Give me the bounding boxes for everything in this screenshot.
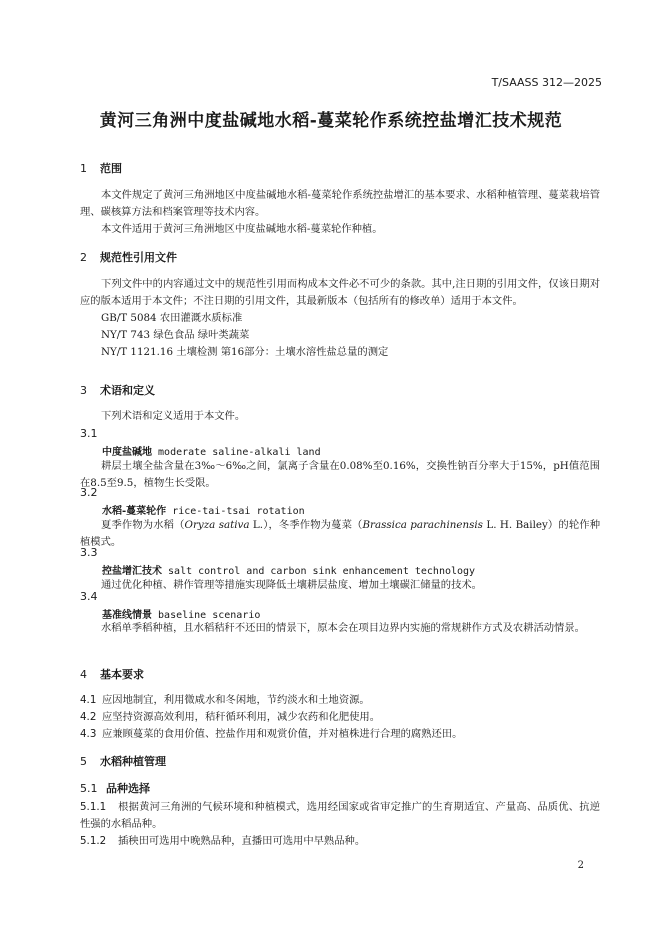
term-heading — [102, 502, 305, 517]
subsection-title: 品种选择 — [106, 782, 150, 795]
clause-number: 5.1.2 — [80, 835, 107, 847]
section-5-heading — [80, 753, 166, 769]
section-title: 水稻种植管理 — [100, 755, 166, 768]
term-heading — [102, 606, 260, 621]
term-cn: 水稻-蔓菜轮作 — [102, 506, 167, 517]
term-en: baseline scenario — [158, 610, 261, 621]
section-number: 3 — [80, 384, 87, 397]
document-code: T/SAASS 312—2025 — [491, 76, 602, 89]
clause-number: 5.1.1 — [80, 801, 107, 813]
term-cn: 控盐增汇技术 — [102, 566, 162, 577]
paragraph: 下列术语和定义适用于本文件。 — [101, 410, 246, 422]
definition-part: L.），冬季作物为蔓菜（ — [249, 519, 363, 531]
term-cn: 中度盐碱地 — [102, 447, 152, 458]
paragraph: 本文件规定了黄河三角洲地区中度盐碱地水稻-蔓菜轮作系统控盐增汇的基本要求、水稻种植管理、蔓菜栽培管理、碳核算方法和档案管理等技术内容。 — [80, 189, 600, 218]
section-number: 2 — [80, 251, 87, 264]
reference-item: NY/T 743 绿色食品 绿叶类蔬菜 — [101, 329, 250, 341]
subsection-number: 5.1 — [80, 782, 98, 795]
subsection-5-1-heading — [80, 780, 150, 796]
section-2-heading — [80, 249, 177, 265]
term-number: 3.3 — [80, 546, 98, 559]
definition-part: 夏季作物为水稻（ — [101, 519, 185, 531]
definition-text: 通过优化种植、耕作管理等措施实现降低土壤耕层盐度、增加土壤碳汇储量的技术。 — [101, 579, 482, 591]
section-number: 5 — [80, 755, 87, 768]
subsection-5-1-body — [80, 799, 600, 850]
section-title: 范围 — [100, 162, 122, 175]
term-heading — [102, 562, 475, 577]
document-title: 黄河三角洲中度盐碱地水稻-蔓菜轮作系统控盐增汇技术规范 — [99, 111, 563, 131]
term-number: 3.1 — [80, 427, 98, 440]
section-3-heading — [80, 382, 155, 398]
term-definition — [80, 577, 600, 594]
section-title: 术语和定义 — [100, 384, 155, 397]
definition-text — [80, 517, 600, 551]
section-number: 4 — [80, 668, 87, 681]
term-en: rice-tai-tsai rotation — [172, 506, 305, 517]
reference-item: NY/T 1121.16 土壤检测 第16部分：土壤水溶性盐总量的测定 — [101, 346, 389, 358]
definition-part: L. H. Bailey）的轮作种植模式。 — [80, 519, 600, 548]
definition-text: 耕层土壤全盐含量在3‰～6‰之间，氯离子含量在0.08%至0.16%，交换性钠百分率大于15%，pH值范围在8.5至9.5，植物生长受限。 — [80, 460, 600, 489]
section-4-heading — [80, 666, 144, 682]
term-definition — [80, 458, 600, 492]
definition-text: 水稻单季稻种植，且水稻秸秆不还田的情景下，原本会在项目边界内实施的常规耕作方式及农耕活动情景。 — [101, 622, 585, 634]
term-heading — [102, 443, 321, 458]
term-definition — [80, 517, 600, 551]
paragraph: 下列文件中的内容通过文中的规范性引用而构成本文件必不可少的条款。其中,注日期的引用文件，仅该日期对应的版本适用于本文件；不注日期的引用文件，其最新版本（包括所有的修改单）适用于本文件。 — [80, 278, 600, 307]
term-number: 3.2 — [80, 486, 98, 499]
clause — [80, 799, 600, 833]
section-number: 1 — [80, 162, 87, 175]
term-en: salt control and carbon sink enhancement technology — [168, 566, 476, 577]
list-item — [80, 692, 600, 709]
latin-name: Oryza sativa — [184, 519, 250, 531]
item-text: 应兼顾蔓菜的食用价值、控盐作用和观赏价值，并对植株进行合理的腐熟还田。 — [102, 728, 463, 740]
list-item — [80, 726, 600, 743]
section-4-body — [80, 692, 600, 743]
clause-text: 插秧田可选用中晚熟品种，直播田可选用中早熟品种。 — [118, 835, 366, 847]
term-number: 3.4 — [80, 590, 98, 603]
clause — [80, 833, 600, 850]
list-item — [80, 709, 600, 726]
section-3-intro — [80, 408, 600, 425]
section-title: 基本要求 — [100, 668, 144, 681]
section-1-body — [80, 187, 600, 238]
item-number: 4.1 — [80, 694, 97, 706]
term-cn: 基准线情景 — [102, 610, 152, 621]
section-title: 规范性引用文件 — [100, 251, 177, 264]
item-text: 应坚持资源高效利用，秸秆循环利用，减少农药和化肥使用。 — [102, 711, 381, 723]
item-number: 4.3 — [80, 728, 97, 740]
term-en: moderate saline-alkali land — [158, 447, 321, 458]
section-2-body — [80, 276, 600, 361]
section-1-heading — [80, 160, 122, 176]
paragraph: 本文件适用于黄河三角洲地区中度盐碱地水稻-蔓菜轮作种植。 — [101, 223, 383, 235]
term-definition — [80, 620, 600, 637]
item-text: 应因地制宜，利用微咸水和冬闲地，节约淡水和土地资源。 — [102, 694, 370, 706]
page-number: 2 — [577, 860, 584, 871]
latin-name: Brassica parachinensis — [362, 519, 483, 531]
reference-item: GB/T 5084 农田灌溉水质标准 — [101, 312, 243, 324]
clause-text: 根据黄河三角洲的气候环境和种植模式，选用经国家或省审定推广的生育期适宜、产量高、品质优、抗逆性强的水稻品种。 — [80, 801, 600, 830]
item-number: 4.2 — [80, 711, 97, 723]
